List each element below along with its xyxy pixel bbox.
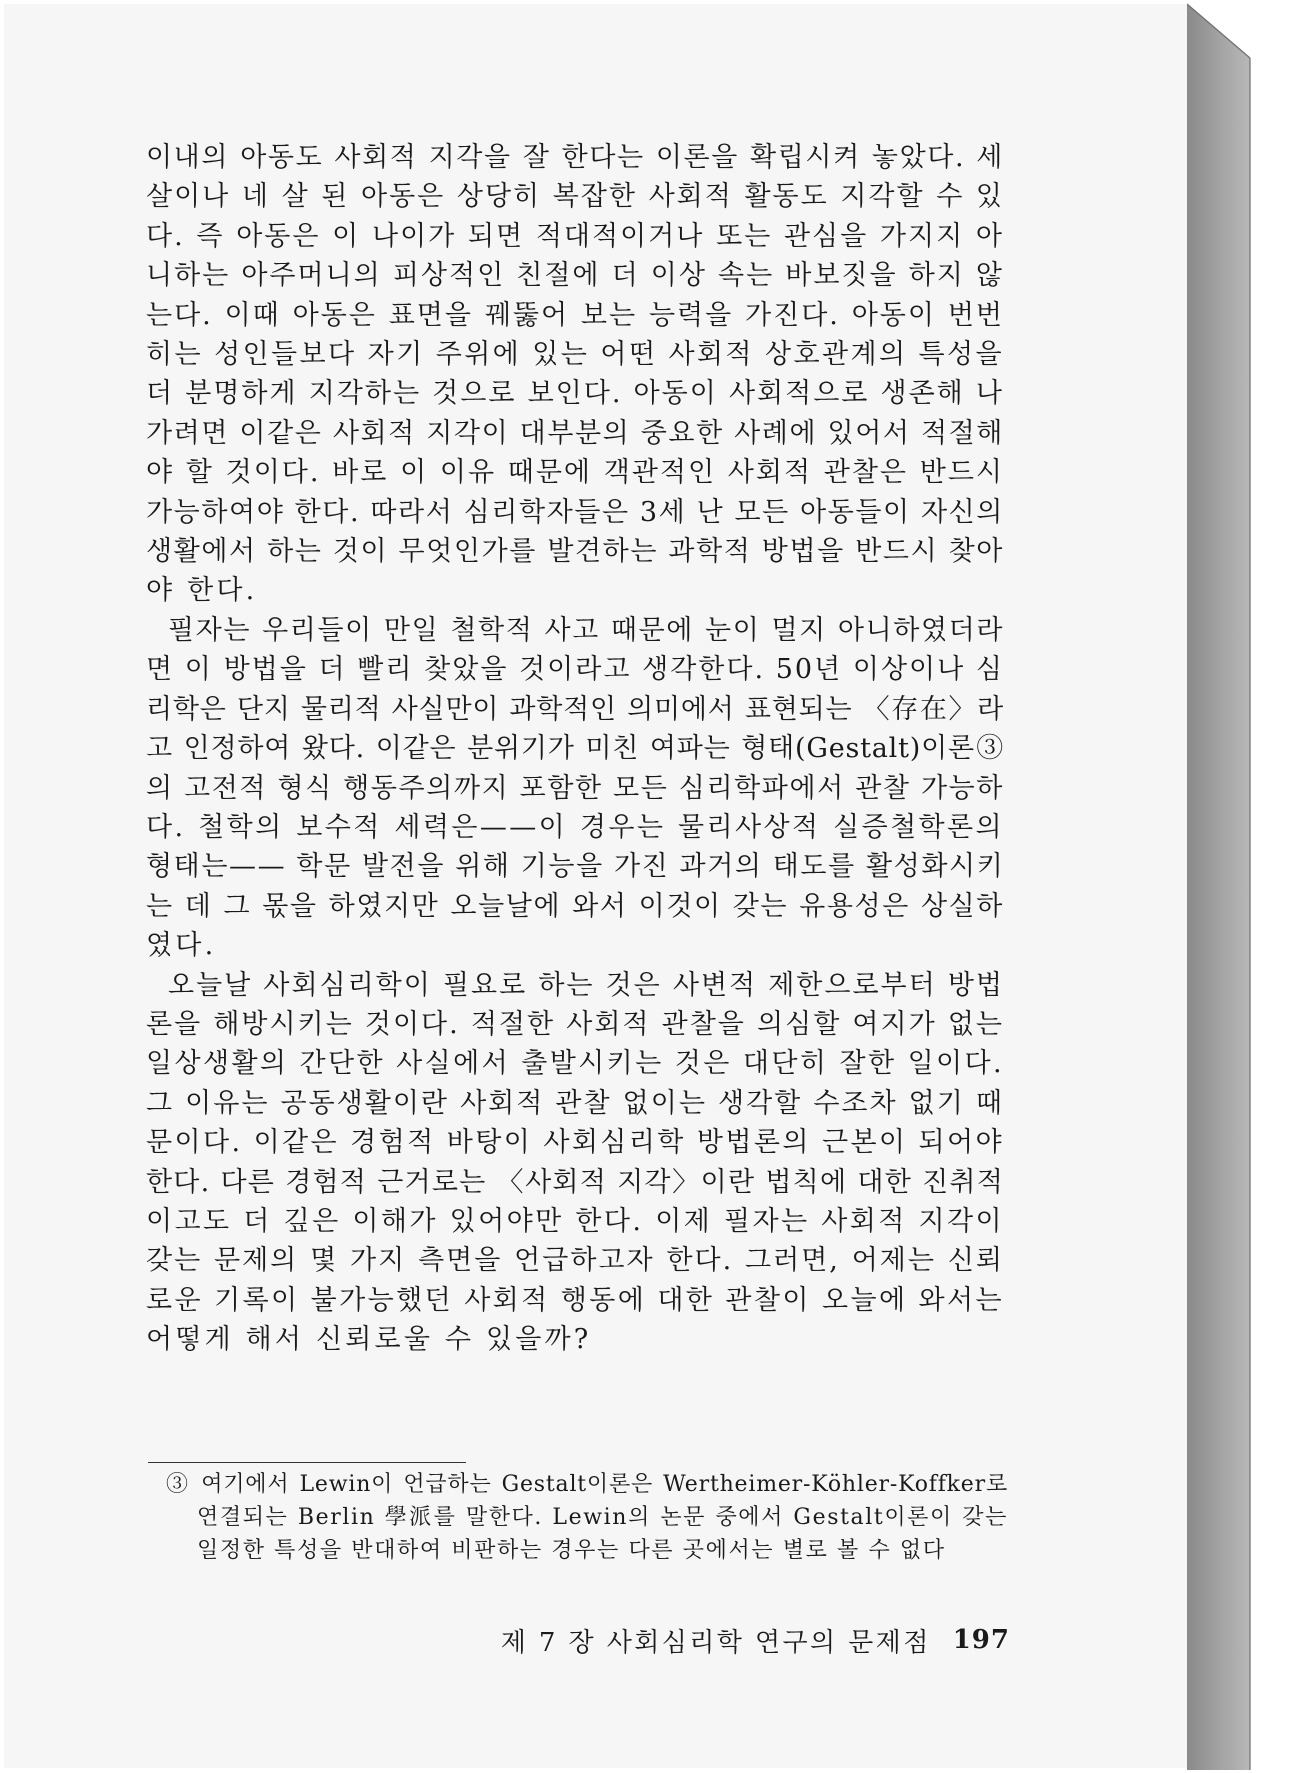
footnote	[166, 1468, 1008, 1567]
text-line: 그 이유는 공동생활이란 사회적 관찰 없이는 생각할 수조차 없기 때	[146, 1087, 1004, 1119]
paragraph-3	[146, 966, 1004, 1360]
text-line: 야 한다.	[146, 575, 258, 607]
text-line: 는 데 그 몫을 하였지만 오늘날에 와서 이것이 갖는 유용성은 상실하	[146, 890, 1004, 922]
text-line: 가능하여야 한다. 따라서 심리학자들은 3세 난 모든 아동들이 자신의	[146, 496, 1004, 528]
text-line: 살이나 네 살 된 아동은 상당히 복잡한 사회적 활동도 지각할 수 있	[146, 181, 1004, 213]
text-line: 갖는 문제의 몇 가지 측면을 언급하고자 한다. 그러면, 어제는 신뢰	[146, 1245, 1004, 1277]
text-line: 더 분명하게 지각하는 것으로 보인다. 아동이 사회적으로 생존해 나	[146, 378, 1004, 410]
text-line: 형태는—— 학문 발전을 위해 기능을 가진 과거의 태도를 활성화시키	[146, 851, 1005, 883]
footnote-divider	[148, 1462, 466, 1463]
text-line: 오늘날 사회심리학이 필요로 하는 것은 사변적 제한으로부터 방법	[168, 969, 1004, 1001]
text-line: 어떻게 해서 신뢰로울 수 있을까?	[146, 1324, 592, 1356]
text-line: 가려면 이같은 사회적 지각이 대부분의 중요한 사례에 있어서 적절해	[146, 417, 1004, 449]
text-line: 론을 해방시키는 것이다. 적절한 사회적 관찰을 의심할 여지가 없는	[146, 1008, 1004, 1040]
footnote-line: ③ 여기에서 Lewin이 언급하는 Gestalt이론은 Wertheimer-Köhler-Koffker로	[166, 1472, 1008, 1497]
text-line: 이고도 더 깊은 이해가 있어야만 한다. 이제 필자는 사회적 지각이	[146, 1205, 1004, 1237]
text-line: 고 인정하여 왔다. 이같은 분위기가 미친 여파는 형태(Gestalt)이론③	[146, 733, 1004, 765]
text-line: 히는 성인들보다 자기 주위에 있는 어떤 사회적 상호관계의 특성을	[146, 339, 1004, 371]
text-line: 야 할 것이다. 바로 이 이유 때문에 객관적인 사회적 관찰은 반드시	[146, 457, 1004, 489]
text-line: 한다. 다른 경험적 근거로는 〈사회적 지각〉이란 법칙에 대한 진취적	[146, 1166, 1004, 1198]
chapter-title: 제 7 장 사회심리학 연구의 문제점	[500, 1627, 931, 1658]
text-line: 였다.	[146, 930, 217, 962]
text-line: 면 이 방법을 더 빨리 찾았을 것이라고 생각한다. 50년 이상이나 심	[146, 654, 1004, 686]
page-number: 197	[952, 1625, 1010, 1655]
footnote-line: 연결되는 Berlin 學派를 말한다. Lewin의 논문 중에서 Gestalt이론이 갖는	[197, 1505, 1008, 1530]
text-line: 로운 기록이 불가능했던 사회적 행동에 대한 관찰이 오늘에 와서는	[146, 1284, 1004, 1316]
running-footer	[500, 1620, 1010, 1660]
footnote-line: 일정한 특성을 반대하여 비판하는 경우는 다른 곳에서는 별로 볼 수 없다	[197, 1538, 946, 1563]
text-line: 다. 철학의 보수적 세력은——이 경우는 물리사상적 실증철학론의	[146, 811, 1004, 843]
text-line: 이내의 아동도 사회적 지각을 잘 한다는 이론을 확립시켜 놓았다. 세	[146, 142, 1004, 173]
text-line: 는다. 이때 아동은 표면을 꿰뚫어 보는 능력을 가진다. 아동이 번번	[146, 299, 1004, 331]
text-line: 의 고전적 형식 행동주의까지 포함한 모든 심리학파에서 관찰 가능하	[146, 772, 1004, 804]
body-text	[146, 138, 1004, 1360]
text-line: 리학은 단지 물리적 사실만이 과학적인 의미에서 표현되는 〈存在〉라	[146, 693, 1004, 725]
text-line: 필자는 우리들이 만일 철학적 사고 때문에 눈이 멀지 아니하였더라	[168, 614, 1004, 646]
paragraph-1	[146, 138, 1004, 611]
text-line: 문이다. 이같은 경험적 바탕이 사회심리학 방법론의 근본이 되어야	[146, 1127, 1004, 1159]
paragraph-2	[146, 611, 1004, 966]
text-line: 니하는 아주머니의 피상적인 친절에 더 이상 속는 바보짓을 하지 않	[146, 260, 1004, 292]
text-line: 생활에서 하는 것이 무엇인가를 발견하는 과학적 방법을 반드시 찾아	[146, 536, 1004, 568]
text-line: 일상생활의 간단한 사실에서 출발시키는 것은 대단히 잘한 일이다.	[146, 1048, 1004, 1080]
text-line: 다. 즉 아동은 이 나이가 되면 적대적이거나 또는 관심을 가지지 아	[146, 220, 1004, 252]
